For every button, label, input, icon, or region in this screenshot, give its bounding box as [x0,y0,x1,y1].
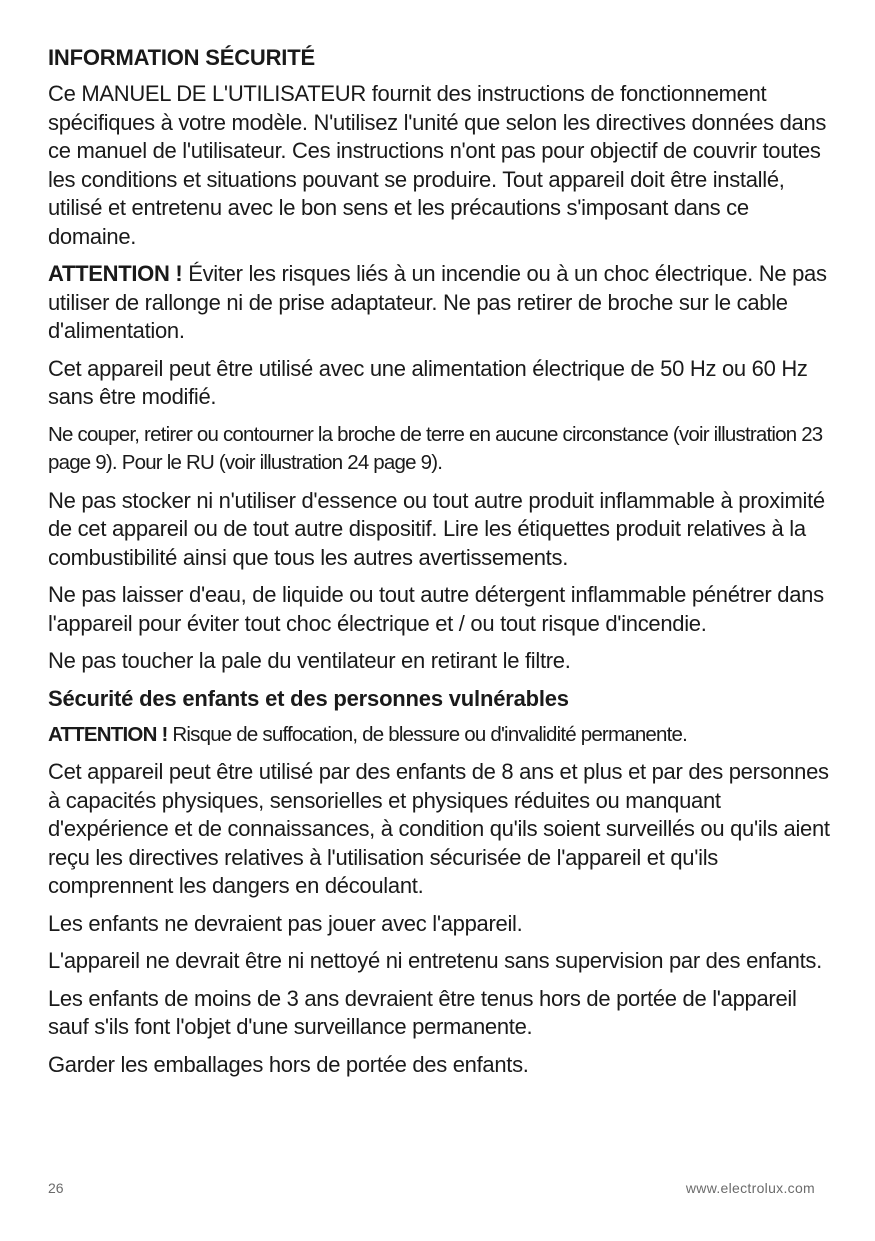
cleaning-note: L'appareil ne devrait être ni nettoyé ni entretenu sans supervision par des enfants. [48,948,822,973]
intro-paragraph: Ce MANUEL DE L'UTILISATEUR fournit des instructions de fonctionnement spécifiques à votre modèle. N'utilisez l'unité que selon les directives données dans ce manuel de l'utilisateur. Ces instructions n'ont pas pour objectif de couvrir toutes les conditions et situations pouvant se produire. Tout appareil doit être installé, utilisé et entretenu avec le bon sens et les précautions s'imposant dans ce domaine. [48,81,827,249]
warning-label: ATTENTION ! [48,261,183,286]
manual-page [48,44,838,1088]
warning-fire-shock [48,260,838,346]
warning-text: Éviter les risques liés à un incendie ou à un choc électrique. Ne pas utiliser de rallonge ni de prise adaptateur. Ne pas retirer de broche sur le cable d'alimentation. [48,261,827,343]
ground-note: Ne couper, retirer ou contourner la broche de terre en aucune circonstance (voir illustration 23 page 9). Pour le RU (voir illustration 24 page 9). [48,422,823,474]
packaging-note: Garder les emballages hors de portée des enfants. [48,1051,529,1077]
warning-text: Risque de suffocation, de blessure ou d'invalidité permanente. [167,722,688,746]
page-footer [48,1180,815,1198]
fan-note: Ne pas toucher la pale du ventilateur en retirant le filtre. [48,648,571,673]
power-note: Cet appareil peut être utilisé avec une alimentation électrique de 50 Hz ou 60 Hz sans être modifié. [48,355,808,409]
subsection-title: Sécurité des enfants et des personnes vulnérables [48,685,569,711]
website-link: www.electrolux.com [685,1180,815,1196]
page-number: 26 [48,1180,64,1196]
warning-suffocation [48,721,838,750]
children-play-note: Les enfants ne devraient pas jouer avec l'appareil. [48,910,523,936]
liquid-note: Ne pas laisser d'eau, de liquide ou tout autre détergent inflammable pénétrer dans l'appareil pour éviter tout choc électrique et / ou tout risque d'incendie. [48,582,824,636]
section-title: INFORMATION SÉCURITÉ [48,45,315,70]
children-use-paragraph: Cet appareil peut être utilisé par des enfants de 8 ans et plus et par des personnes à capacités physiques, sensorielles et physiques réduites ou manquant d'expérience et de connaissances, à condition qu'ils soient surveillés ou qu'ils aient reçu les directives relatives à l'utilisation sécurisée de l'appareil et qu'ils comprennent les dangers en découlant. [48,759,830,898]
warning-label: ATTENTION ! [48,722,168,746]
flammable-note: Ne pas stocker ni n'utiliser d'essence ou tout autre produit inflammable à proximité de cet appareil ou de tout autre dispositif. Lire les étiquettes produit relatives à la combustibilité ainsi que tous les autres avertissements. [48,487,825,570]
under-3-note: Les enfants de moins de 3 ans devraient être tenus hors de portée de l'appareil sauf s'ils font l'objet d'une surveillance permanente. [48,985,797,1039]
